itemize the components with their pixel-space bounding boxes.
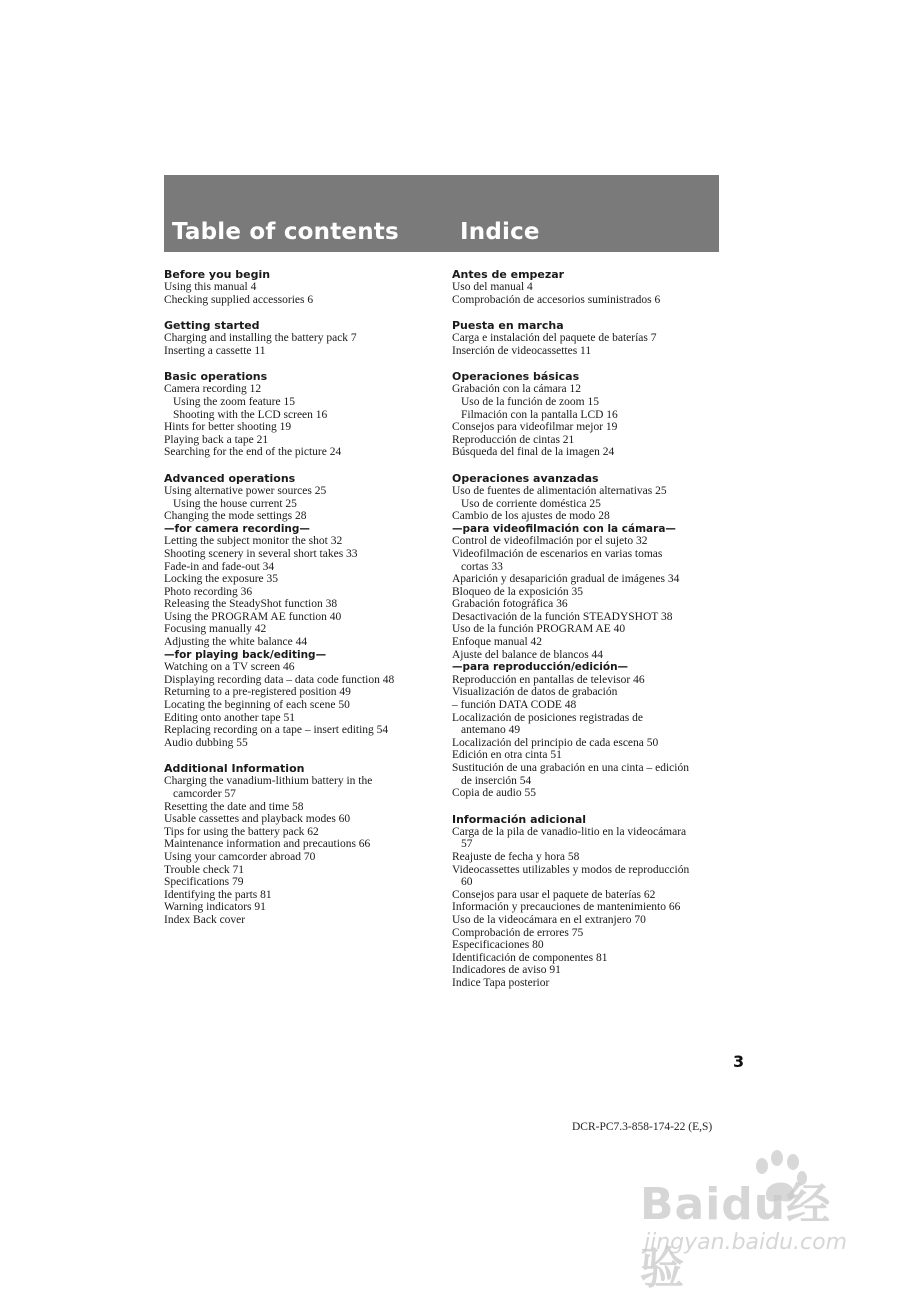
toc-entry: Cambio de los ajustes de modo 28 [452,510,610,523]
toc-entry: Usable cassettes and playback modes 60 [164,813,351,826]
toc-entry: Localización del principio de cada escena 50 [452,736,659,749]
model-code: DCR-PC7.3-858-174-22 (E,S) [572,1121,713,1133]
toc-section [452,472,722,800]
section-title: Puesta en marcha [452,319,564,333]
toc-section [452,370,722,459]
toc-entry: Replacing recording on a tape – insert editing 54 [164,724,389,737]
toc-section [164,370,444,459]
toc-entry: Videocassettes utilizables y modos de reproducción [452,863,690,876]
baidu-watermark [640,1150,870,1294]
toc-subheading: —for playing back/editing— [164,648,327,661]
toc-section [452,268,722,306]
toc-subheading: —para reproducción/edición— [452,661,629,674]
toc-section [164,319,444,357]
toc-entry: de inserción 54 [461,774,532,787]
watermark-url: jingyan.baidu.com [644,1230,848,1255]
toc-entry: Videofilmación de escenarios en varias tomas [452,547,663,560]
toc-entry: Edición en otra cinta 51 [452,749,562,762]
toc-section [452,813,722,990]
toc-entry: Reproducción de cintas 21 [452,433,575,446]
toc-entry: Carga e instalación del paquete de baterías 7 [452,332,657,345]
section-title: Antes de empezar [452,268,565,281]
toc-section [164,268,444,306]
toc-entry: Filmación con la pantalla LCD 16 [461,408,618,421]
toc-entry: Inserción de videocassettes 11 [452,344,592,357]
toc-entry: Uso de corriente doméstica 25 [461,497,601,510]
toc-entry: Copia de audio 55 [452,787,536,800]
toc-entry: Indice Tapa posterior [452,976,550,989]
toc-entry: Tips for using the battery pack 62 [164,825,319,838]
toc-entry: Grabación fotográfica 36 [452,598,568,611]
toc-entry: Fade-in and fade-out 34 [164,560,275,573]
toc-entry: Uso de fuentes de alimentación alternativas 25 [452,484,667,497]
section-title: Advanced operations [164,471,296,485]
toc-entry: Consejos para videofilmar mejor 19 [452,421,618,434]
toc-entry: Enfoque manual 42 [452,636,543,649]
toc-entry: Control de videofilmación por el sujeto 32 [452,535,648,548]
toc-entry: Photo recording 36 [164,585,253,598]
toc-entry: Identificación de componentes 81 [452,951,608,964]
toc-entry: Specifications 79 [164,876,244,889]
toc-entry: Returning to a pre-registered position 49 [164,686,351,699]
toc-entry: Carga de la pila de vanadio-litio en la videocámara [452,825,687,838]
toc-entry: Shooting scenery in several short takes 33 [164,547,358,560]
toc-column-spanish [452,268,722,1003]
toc-entry: Using your camcorder abroad 70 [164,850,316,863]
toc-entry: Bloqueo de la exposición 35 [452,585,583,598]
banner-title-en: Table of contents [172,219,399,245]
toc-entry: Grabación con la cámara 12 [452,383,581,396]
toc-entry: 57 [461,838,473,851]
toc-entry: Comprobación de accesorios suministrados 6 [452,293,661,306]
toc-entry: Sustitución de una grabación en una cinta – edición [452,762,689,774]
toc-entry: Consejos para usar el paquete de baterías 62 [452,888,656,901]
toc-entry: Uso del manual 4 [452,281,533,293]
toc-entry: Inserting a cassette 11 [164,344,266,357]
banner-title-es: Indice [460,219,540,245]
toc-entry: 60 [461,876,473,889]
toc-entry: Reajuste de fecha y hora 58 [452,850,580,863]
toc-entry: Localización de posiciones registradas de [452,711,643,724]
watermark-logo: Baidu经验 [640,1179,832,1294]
toc-entry: Checking supplied accessories 6 [164,293,314,306]
toc-entry: Charging and installing the battery pack 7 [164,332,357,345]
toc-entry: Changing the mode settings 28 [164,510,307,523]
toc-entry: Audio dubbing 55 [164,736,248,749]
toc-subheading: —for camera recording— [164,522,310,535]
section-title: Basic operations [164,370,268,384]
toc-entry: Focusing manually 42 [164,623,267,636]
toc-entry: Visualización de datos de grabación [452,686,618,699]
toc-entry: Aparición y desaparición gradual de imágenes 34 [452,573,680,586]
toc-entry: Shooting with the LCD screen 16 [173,408,328,421]
toc-entry: antemano 49 [461,724,521,737]
toc-entry: Locating the beginning of each scene 50 [164,699,350,712]
toc-entry: Letting the subject monitor the shot 32 [164,535,343,548]
toc-entry: Adjusting the white balance 44 [164,636,308,649]
toc-entry: Búsqueda del final de la imagen 24 [452,446,615,459]
toc-entry: camcorder 57 [173,788,236,800]
toc-entry: Uso de la videocámara en el extranjero 70 [452,913,646,926]
toc-entry: Información y precauciones de mantenimiento 66 [452,901,681,914]
toc-entry: Maintenance information and precautions 66 [164,838,371,851]
toc-entry: Uso de la función PROGRAM AE 40 [452,623,626,636]
toc-entry: Locking the exposure 35 [164,573,279,586]
toc-entry: Using alternative power sources 25 [164,484,327,497]
section-title: Before you begin [164,268,271,281]
toc-entry: Watching on a TV screen 46 [164,661,295,674]
toc-entry: Playing back a tape 21 [164,433,269,446]
toc-entry: cortas 33 [461,560,503,573]
toc-section [164,762,444,926]
toc-entry: Uso de la función de zoom 15 [461,395,599,408]
toc-entry: Using this manual 4 [164,281,257,293]
toc-entry: Resetting the date and time 58 [164,800,304,813]
toc-entry: Displaying recording data – data code function 48 [164,673,395,686]
section-title: Getting started [164,319,260,333]
toc-entry: Searching for the end of the picture 24 [164,446,342,459]
section-title: Operaciones avanzadas [452,471,599,485]
section-title: Información adicional [452,812,587,826]
toc-entry: Reproducción en pantallas de televisor 46 [452,673,645,686]
toc-entry: Index Back cover [164,913,246,926]
title-banner [164,175,719,252]
toc-entry: Identifying the parts 81 [164,888,272,901]
toc-section [164,472,444,749]
page-number: 3 [733,1052,745,1071]
toc-entry: Comprobación de errores 75 [452,926,584,939]
toc-entry: Indicadores de aviso 91 [452,964,561,977]
toc-entry: Desactivación de la función STEADYSHOT 38 [452,610,673,623]
section-title: Additional Information [164,762,305,776]
toc-entry: Especificaciones 80 [452,939,544,952]
toc-entry: Ajuste del balance de blancos 44 [452,648,604,661]
toc-section [452,319,722,357]
toc-entry: Using the house current 25 [173,497,297,510]
toc-entry: Warning indicators 91 [164,901,266,914]
toc-entry: Camera recording 12 [164,383,262,396]
toc-entry: – función DATA CODE 48 [452,699,577,712]
toc-entry: Editing onto another tape 51 [164,711,295,724]
toc-column-english [164,268,444,940]
toc-subheading: —para videofilmación con la cámara— [452,522,676,535]
toc-entry: Charging the vanadium-lithium battery in the [164,775,373,788]
toc-entry: Hints for better shooting 19 [164,421,292,434]
toc-entry: Using the PROGRAM AE function 40 [164,610,342,623]
section-title: Operaciones básicas [452,370,580,384]
toc-entry: Trouble check 71 [164,863,245,876]
toc-entry: Using the zoom feature 15 [173,395,295,408]
toc-entry: Releasing the SteadyShot function 38 [164,598,338,611]
